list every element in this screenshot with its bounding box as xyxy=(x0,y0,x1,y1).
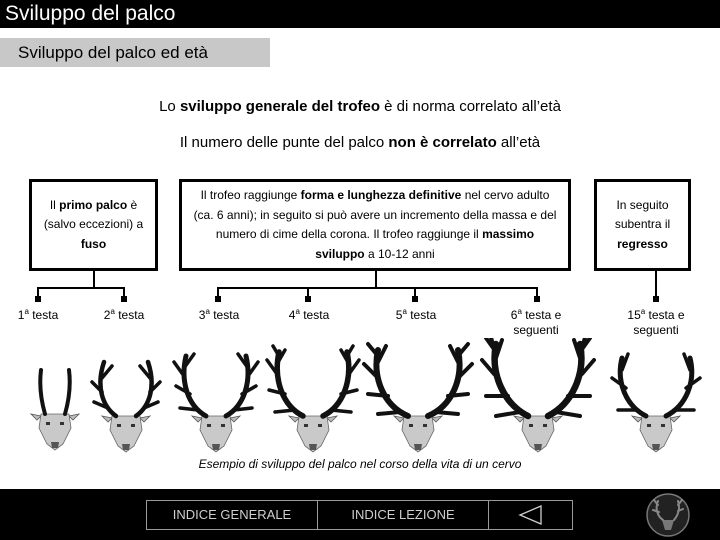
connector-dot xyxy=(121,296,127,302)
statement-emphasis: sviluppo generale del trofeo xyxy=(179,98,380,115)
box-text: nel cervo adulto (ca. 6 anni); in seguito si può avere un incremento della massa e del numero di cime della corona. Il trofeo raggiunge il xyxy=(193,188,557,241)
indice-generale-button[interactable]: INDICE GENERALE xyxy=(146,500,318,530)
box-emphasis: massimo sviluppo xyxy=(315,227,535,261)
statement-general-development xyxy=(0,98,720,115)
page-header xyxy=(0,0,720,28)
illustration-caption: Esempio di sviluppo del palco nel corso della vita di un cervo xyxy=(198,457,522,471)
box-text: Il xyxy=(49,197,60,212)
stag-head-1-icon xyxy=(31,370,79,450)
age-label-6: 6$^a$ testa e seguenti xyxy=(510,307,562,337)
info-box-regression xyxy=(594,179,691,271)
statement-text: Il numero delle punte del palco xyxy=(179,134,389,151)
box-emphasis: fuso xyxy=(80,236,107,251)
stag-heads-illustration xyxy=(0,338,720,458)
age-label-15: 15$^a$ testa e seguenti xyxy=(627,307,685,337)
stag-head-3-icon xyxy=(174,354,258,452)
connector-dot xyxy=(412,296,418,302)
box-emphasis: primo palco xyxy=(59,197,128,212)
stag-head-4-icon xyxy=(267,346,359,452)
stag-head-2-icon xyxy=(92,362,160,452)
page-title: Sviluppo del palco xyxy=(5,2,176,25)
connector-line-middle xyxy=(217,287,538,289)
age-label-2: 2$^a$ testa xyxy=(103,307,145,322)
stag-head-6-icon xyxy=(482,338,594,452)
connector-stem-left xyxy=(93,271,95,287)
connector-dot xyxy=(534,296,540,302)
age-label-1: 1$^a$ testa xyxy=(17,307,59,322)
age-label-5: 5$^a$ testa xyxy=(395,307,437,322)
back-button[interactable] xyxy=(488,500,573,530)
section-title xyxy=(0,38,270,67)
statement-text: all’età xyxy=(496,134,541,151)
age-label-4: 4$^a$ testa xyxy=(288,307,330,322)
info-box-adult-trophy xyxy=(179,179,571,271)
info-box-first-antler xyxy=(29,179,158,271)
box-emphasis: forma e lunghezza definitive xyxy=(300,188,462,202)
statement-text: è di norma correlato all’età xyxy=(379,98,561,115)
stag-head-5-icon xyxy=(364,344,472,452)
indice-lezione-button[interactable]: INDICE LEZIONE xyxy=(317,500,489,530)
age-label-3: 3$^a$ testa xyxy=(198,307,240,322)
box-text: Il trofeo raggiunge xyxy=(200,188,301,202)
box-text: è (salvo eccezioni) a xyxy=(43,197,144,232)
box-text: a 10-12 anni xyxy=(364,246,435,261)
stag-head-15-icon xyxy=(612,354,700,452)
statement-points-count xyxy=(0,134,720,151)
box-text: In seguito subentra il xyxy=(614,197,671,232)
connector-line-left xyxy=(37,287,124,289)
connector-dot xyxy=(653,296,659,302)
connector-dot xyxy=(35,296,41,302)
deer-head-logo-icon xyxy=(645,492,691,538)
statement-emphasis: non è correlato xyxy=(388,134,497,151)
box-emphasis: regresso xyxy=(617,236,668,251)
connector-stem-right xyxy=(655,271,657,298)
triangle-left-icon xyxy=(516,504,546,526)
connector-dot xyxy=(215,296,221,302)
connector-stem-middle xyxy=(375,271,377,287)
connector-dot xyxy=(305,296,311,302)
statement-text: Lo xyxy=(159,98,180,115)
section-title-text: Sviluppo del palco ed età xyxy=(18,43,208,62)
